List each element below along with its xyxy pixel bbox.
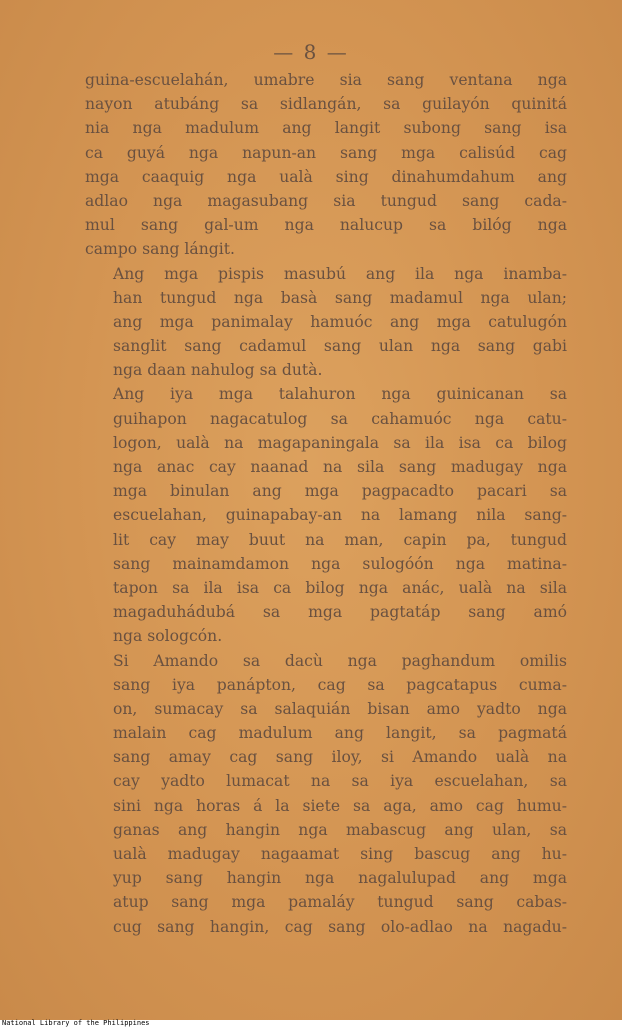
text-line: tapon sa ila isa ca bilog nga anác, ualà na sila — [113, 578, 567, 597]
text-line: ganas ang hangin nga mabascug ang ulan, sa — [113, 820, 567, 839]
text-line: malain cag madulum ang langit, sa pagmatá — [113, 724, 567, 743]
text-line: han tungud nga basà sang madamul nga ulan; — [113, 288, 567, 307]
text-line: nga sologcón. — [113, 627, 223, 646]
text-line: lit cay may buut na man, capin pa, tungud — [113, 530, 567, 549]
text-line: sini nga horas á la siete sa aga, amo cag humu- — [113, 796, 567, 815]
text-line: Si Amando sa dacù nga paghandum omilis — [113, 651, 567, 670]
text-line: nia nga madulum ang langit subong sang isa — [85, 119, 567, 138]
library-credit: National Library of the Philippines — [2, 1019, 150, 1027]
text-line: nga anac cay naanad na sila sang madugay nga — [113, 458, 567, 476]
text-line: sang amay cag sang iloy, si Amando ualà na — [113, 748, 567, 767]
text-line: mul sang gal-um nga nalucup sa bilóg nga — [85, 216, 567, 235]
text-line: guina-escuelahán, umabre sia sang ventana nga — [85, 71, 567, 89]
paragraph-3 — [85, 382, 567, 648]
text-line: sanglit sang cadamul sang ulan nga sang gabi — [113, 337, 567, 356]
text-line: sang iya panápton, cag sa pagcatapus cuma- — [113, 675, 567, 694]
paragraph-1 — [85, 68, 567, 262]
text-line: on, sumacay sa salaquián bisan amo yadto nga — [113, 699, 567, 718]
text-line: cug sang hangin, cag sang olo-adlao na nagadu- — [113, 917, 567, 936]
text-line: escuelahan, guinapabay-an na lamang nila sang- — [113, 506, 567, 525]
text-line: nga daan nahulog sa dutà. — [113, 361, 323, 380]
page-number: — 8 — — [273, 40, 349, 64]
text-line: Ang mga pispis masubú ang ila nga inamba- — [113, 264, 567, 283]
text-line: cay yadto lumacat na sa iya escuelahan, sa — [113, 772, 567, 791]
text-line: mga binulan ang mga pagpacadto pacari sa — [113, 482, 567, 501]
text-line: ualà madugay nagaamat sing bascug ang hu- — [113, 845, 567, 863]
text-line: mga caaquig nga ualà sing dinahumdahum ang — [85, 167, 567, 186]
text-line: sang mainamdamon nga sulogóón nga matina- — [113, 554, 567, 573]
text-line: ca guyá nga napun-an sang mga calisúd cag — [85, 143, 567, 162]
text-line: adlao nga magasubang sia tungud sang cada- — [85, 191, 567, 210]
text-line: guihapon nagacatulog sa cahamuóc nga catu- — [113, 409, 567, 428]
text-line: nayon atubáng sa sidlangán, sa guilayón quinitá — [85, 95, 567, 114]
text-line: logon, ualà na magapaningala sa ila isa ca bilog — [113, 433, 567, 452]
text-line: magaduhádubá sa mga pagtatáp sang amó — [113, 603, 567, 622]
text-line: ang mga panimalay hamuóc ang mga catulugón — [113, 312, 567, 331]
paragraph-4 — [85, 649, 567, 939]
text-line: atup sang mga pamaláy tungud sang cabas- — [113, 893, 567, 912]
paragraph-2 — [85, 262, 567, 383]
text-line: yup sang hangin nga nagalulupad ang mga — [113, 869, 567, 888]
text-line: Ang iya mga talahuron nga guinicanan sa — [113, 385, 567, 404]
page-text — [85, 68, 567, 939]
text-line: campo sang lángit. — [85, 240, 235, 259]
